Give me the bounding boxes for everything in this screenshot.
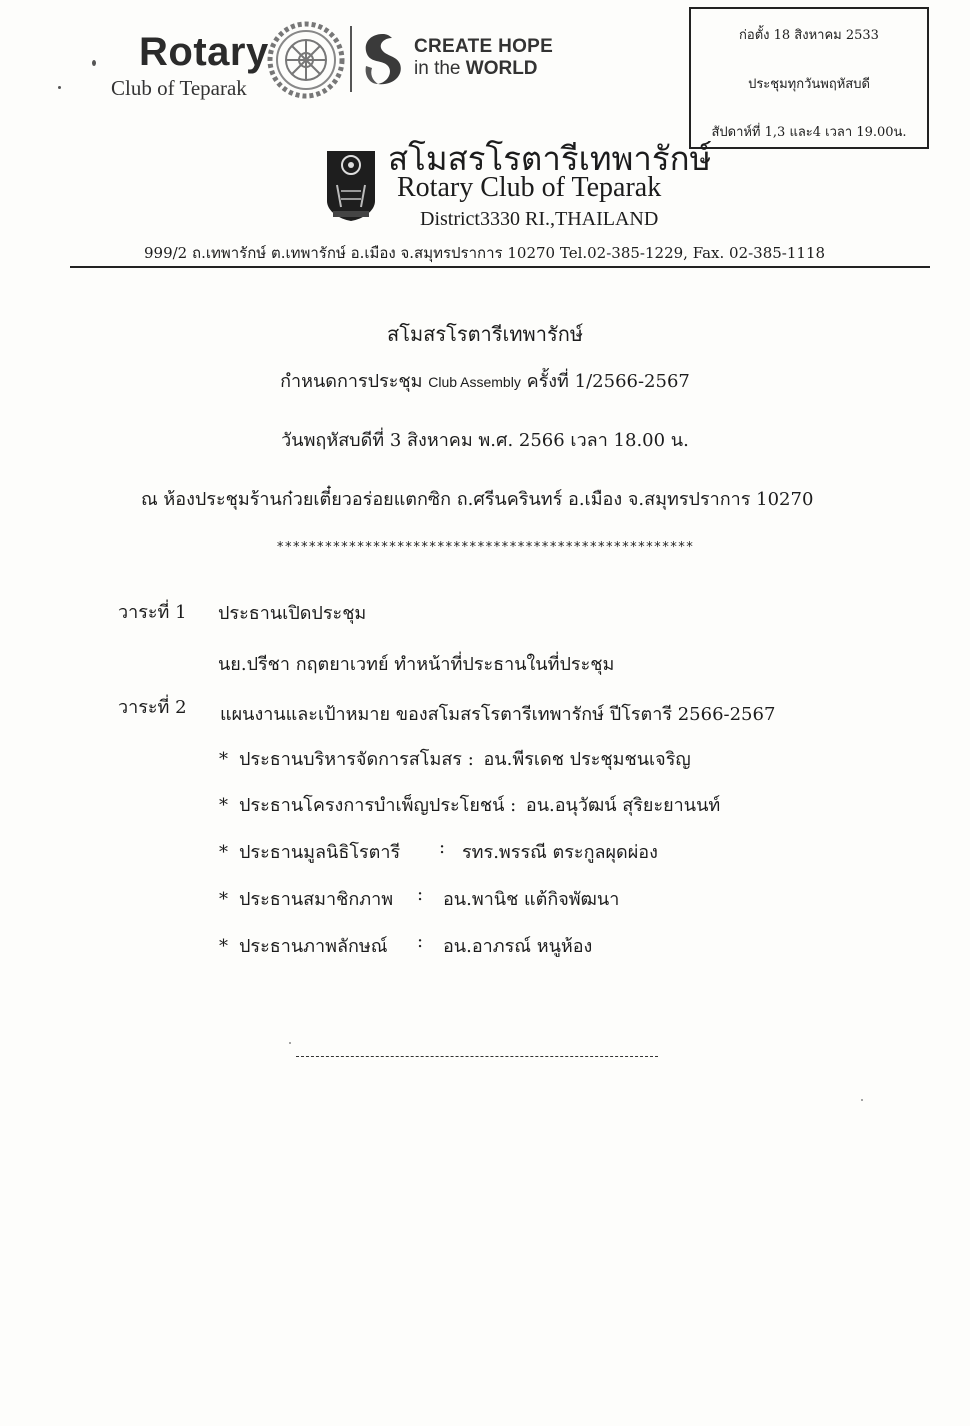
person-name: อน.อาภรณ์ หนูห้อง [443, 936, 593, 957]
logo-divider [350, 26, 352, 92]
rotary-wheel-icon [266, 20, 346, 100]
list-item [219, 931, 593, 960]
bullet-star: * [219, 936, 228, 957]
meeting-type: Club Assembly [428, 374, 521, 390]
create-hope-icon [358, 30, 408, 88]
agenda-1-detail: นย.ปรีชา กฤตยาเวทย์ ทำหน้าที่ประธานในที่ประชุม [218, 654, 615, 675]
in-the-text: in the [414, 58, 461, 79]
in-the-world-text [414, 58, 538, 80]
role-label: ประธานมูลนิธิโรตารี [239, 842, 401, 863]
agenda-2-label: วาระที่ 2 [118, 697, 187, 718]
agenda-2-title: แผนงานและเป้าหมาย ของสโมสรโรตารีเทพารักษ์ ปีโรตารี 2566-2567 [220, 704, 776, 725]
scan-speck [92, 60, 96, 66]
meeting-venue: ณ ห้องประชุมร้านก๋วยเตี๋ยวอร่อยแตกซิก ถ.ศรีนครินทร์ อ.เมือง จ.สมุทรปราการ 10270 [141, 489, 814, 510]
meeting-date-time: วันพฤหัสบดีที่ 3 สิงหาคม พ.ศ. 2566 เวลา 18.00 น. [281, 430, 689, 451]
club-name-thai: สโมสรโรตารีเทพารักษ์ [388, 139, 712, 178]
agenda-1-label: วาระที่ 1 [118, 602, 187, 623]
header-divider [70, 266, 930, 268]
create-hope-text: CREATE HOPE [414, 36, 554, 57]
meeting-heading [0, 366, 970, 395]
list-item [219, 790, 720, 819]
person-name: อน.อนุวัฒน์ สุริยะยานนท์ [525, 795, 721, 816]
role-label: ประธานภาพลักษณ์ [239, 936, 388, 957]
list-item [219, 884, 620, 913]
list-item [219, 744, 691, 773]
person-name: อน.พีรเดช ประชุมชนเจริญ [483, 749, 691, 770]
meeting-schedule: สัปดาห์ที่ 1,3 และ4 เวลา 19.00น. [711, 125, 907, 140]
world-text: WORLD [465, 58, 538, 79]
star-separator: **************************************************** [276, 540, 694, 555]
scan-speck [289, 1042, 291, 1044]
person-name: อน.พานิช แต้กิจพัฒนา [443, 889, 620, 910]
bullet-star: * [219, 889, 228, 910]
rotary-logo-text: Rotary [139, 30, 269, 74]
colon-separator: : [417, 931, 424, 952]
role-label: ประธานบริหารจัดการสโมสร : [239, 749, 474, 770]
bullet-star: * [219, 749, 228, 770]
agenda-1-title: ประธานเปิดประชุม [218, 603, 367, 624]
club-info-box [689, 7, 929, 149]
role-label: ประธานสมาชิกภาพ [239, 889, 394, 910]
role-label: ประธานโครงการบำเพ็ญประโยชน์ : [239, 795, 517, 816]
club-name-english: Rotary Club of Teparak [397, 172, 662, 203]
meeting-day: ประชุมทุกวันพฤหัสบดี [748, 77, 870, 92]
bullet-star: * [219, 842, 228, 863]
founded-date: ก่อตั้ง 18 สิงหาคม 2533 [739, 28, 879, 43]
scan-speck [58, 86, 61, 89]
club-address: 999/2 ถ.เทพารักษ์ ต.เทพารักษ์ อ.เมือง จ.สมุทรปราการ 10270 Tel.02-385-1229, Fax. 02-385-1118 [144, 244, 826, 262]
scan-speck [861, 1099, 863, 1101]
bullet-star: * [219, 795, 228, 816]
meeting-prefix: กำหนดการประชุม [280, 371, 423, 392]
meeting-number: ครั้งที่ 1/2566-2567 [526, 371, 690, 392]
list-item [219, 837, 658, 866]
footer-dashed-rule [296, 1056, 658, 1057]
colon-separator: : [417, 884, 424, 905]
colon-separator: : [439, 837, 446, 858]
club-seal-icon [323, 145, 379, 225]
person-name: รทร.พรรณี ตระกูลผุดผ่อง [462, 842, 658, 863]
district-text: District3330 RI.,THAILAND [420, 208, 659, 230]
club-subtitle: Club of Teparak [111, 76, 247, 100]
notice-title: สโมสรโรตารีเทพารักษ์ [387, 322, 583, 346]
